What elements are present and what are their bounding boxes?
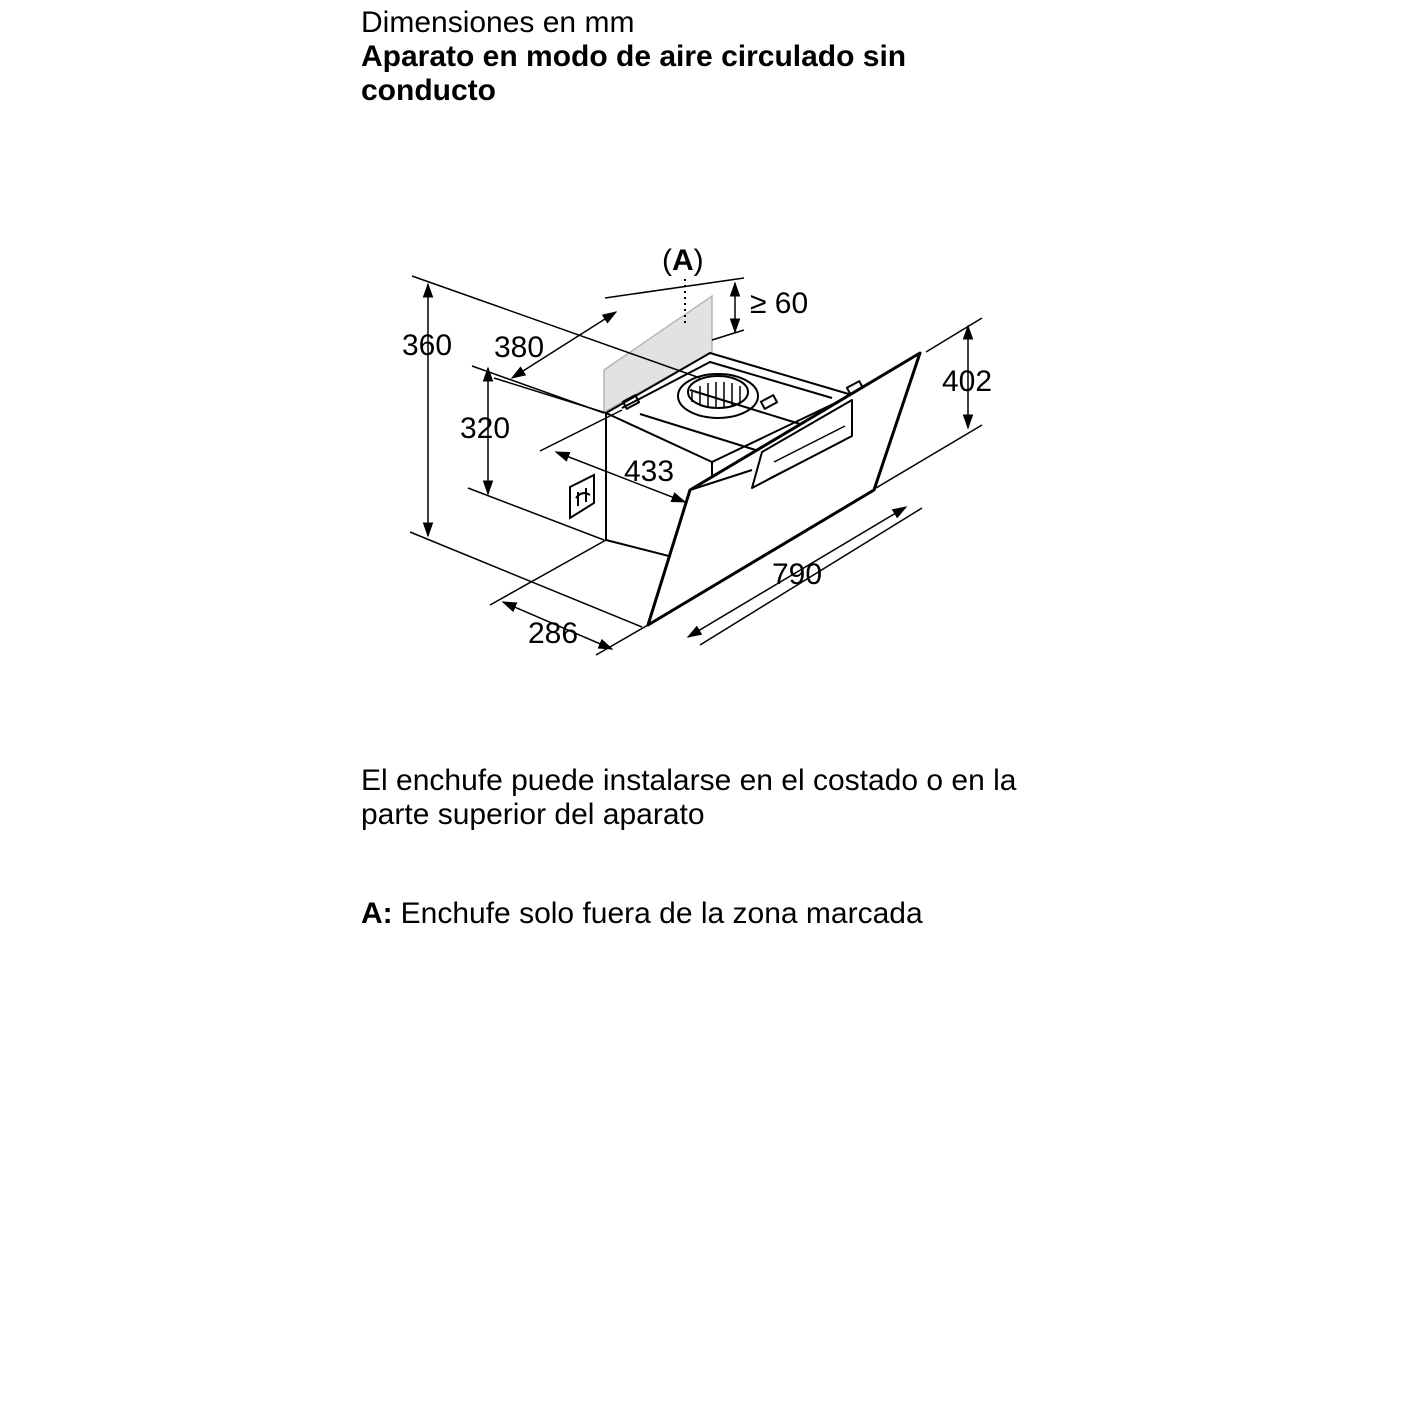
dimension-label-glass-height: 402 [942, 365, 993, 398]
legend-text: Enchufe solo fuera de la zona marcada [400, 897, 923, 930]
legend-key: A: [361, 897, 393, 930]
dimension-label-total-height: 360 [402, 329, 453, 362]
dimension-label-clearance: ≥ 60 [750, 287, 809, 320]
dimension-label-body-height: 320 [460, 412, 511, 445]
legend-item-a [361, 897, 923, 931]
zone-label: (A) [662, 244, 704, 277]
dimension-label-width: 790 [772, 558, 823, 591]
dimension-label-depth-top: 380 [494, 331, 545, 364]
diagram-title: Aparato en modo de aire circulado sin conducto [361, 40, 907, 107]
socket-icon [570, 475, 594, 518]
units-subtitle: Dimensiones en mm [361, 6, 635, 39]
dimension-label-bottom-depth: 286 [528, 617, 579, 650]
dimension-label-inner-depth: 433 [624, 455, 675, 488]
installation-note: El enchufe puede instalarse en el costado o en la parte superior del aparato [361, 764, 1017, 831]
